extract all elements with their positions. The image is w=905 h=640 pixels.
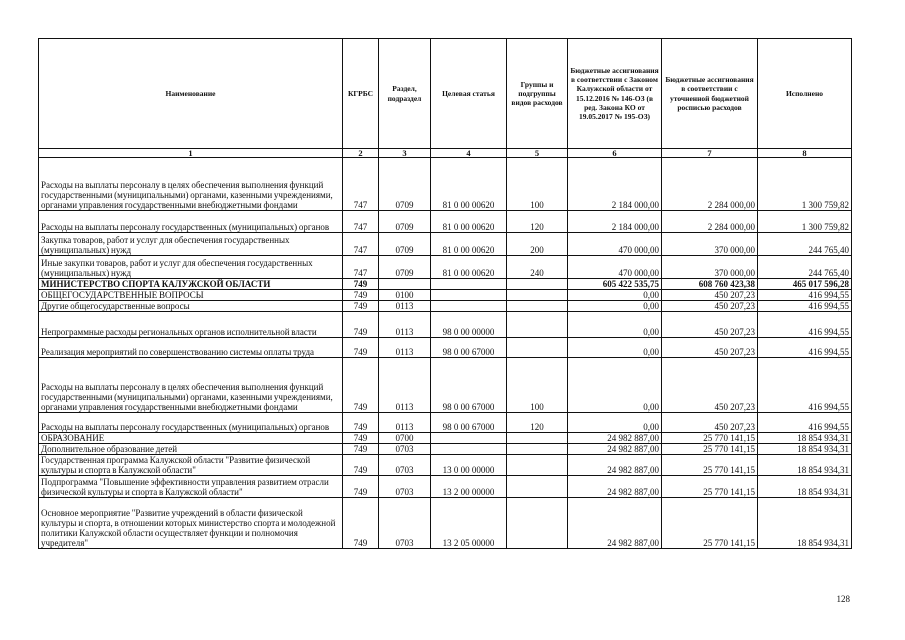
row-name: Закупка товаров, работ и услуг для обеспечения государственных (муниципальных) нужд [39, 233, 343, 256]
table-row [39, 338, 852, 358]
row-kgrbs: 749 [343, 476, 379, 498]
row-group: 120 [507, 211, 568, 233]
row-executed-amount: 18 854 934,31 [758, 444, 852, 455]
row-name: Другие общегосударственные вопросы [39, 301, 343, 312]
table-row [39, 301, 852, 312]
row-target [431, 279, 507, 290]
row-name: ОБРАЗОВАНИЕ [39, 433, 343, 444]
row-name: МИНИСТЕРСТВО СПОРТА КАЛУЖСКОЙ ОБЛАСТИ [39, 279, 343, 290]
row-kgrbs: 749 [343, 444, 379, 455]
row-kgrbs: 749 [343, 312, 379, 338]
row-section: 0709 [379, 158, 431, 211]
row-law-amount: 0,00 [568, 358, 662, 413]
row-kgrbs: 747 [343, 256, 379, 279]
header-law: Бюджетные ассигнования в соответствии с Законом Калужской области от 15.12.2016 № 146-ОЗ (в ред. Закона КО от 19.05.2017 № 195-ОЗ) [568, 39, 662, 149]
table-row [39, 158, 852, 211]
row-refined-amount: 450 207,23 [662, 413, 758, 433]
row-refined-amount: 2 284 000,00 [662, 158, 758, 211]
row-executed-amount: 18 854 934,31 [758, 476, 852, 498]
row-law-amount: 24 982 887,00 [568, 433, 662, 444]
table-row [39, 256, 852, 279]
table-row [39, 498, 852, 549]
row-target: 81 0 00 00620 [431, 256, 507, 279]
row-refined-amount: 450 207,23 [662, 312, 758, 338]
row-section: 0703 [379, 444, 431, 455]
table-row [39, 358, 852, 413]
row-refined-amount: 608 760 423,38 [662, 279, 758, 290]
column-number: 2 [343, 149, 379, 158]
row-name: Реализация мероприятий по совершенствованию системы оплаты труда [39, 338, 343, 358]
row-target: 81 0 00 00620 [431, 233, 507, 256]
row-section: 0703 [379, 455, 431, 476]
row-group [507, 498, 568, 549]
row-executed-amount: 416 994,55 [758, 338, 852, 358]
row-executed-amount: 416 994,55 [758, 358, 852, 413]
row-kgrbs: 749 [343, 498, 379, 549]
row-name: Основное мероприятие "Развитие учреждений в области физической культуры и спорта, в отношении которых министерство спорта и молодежной политики Калужской области осуществляет функции и полномочия учредителя" [39, 498, 343, 549]
row-section: 0709 [379, 211, 431, 233]
row-executed-amount: 1 300 759,82 [758, 158, 852, 211]
row-target [431, 290, 507, 301]
row-kgrbs: 749 [343, 290, 379, 301]
row-executed-amount: 416 994,55 [758, 301, 852, 312]
row-group: 200 [507, 233, 568, 256]
row-name: Дополнительное образование детей [39, 444, 343, 455]
row-section: 0113 [379, 301, 431, 312]
page-number: 128 [836, 594, 850, 604]
row-group: 240 [507, 256, 568, 279]
row-law-amount: 605 422 535,75 [568, 279, 662, 290]
header-executed: Исполнено [758, 39, 852, 149]
row-refined-amount: 370 000,00 [662, 256, 758, 279]
row-executed-amount: 465 017 596,28 [758, 279, 852, 290]
column-number: 7 [662, 149, 758, 158]
row-group [507, 338, 568, 358]
row-kgrbs: 749 [343, 413, 379, 433]
header-section: Раздел, подраздел [379, 39, 431, 149]
header-name: Наименование [39, 39, 343, 149]
row-section: 0700 [379, 433, 431, 444]
row-name: Непрограммные расходы региональных органов исполнительной власти [39, 312, 343, 338]
row-law-amount: 470 000,00 [568, 256, 662, 279]
row-section: 0113 [379, 312, 431, 338]
row-group [507, 301, 568, 312]
table-row [39, 455, 852, 476]
row-name: ОБЩЕГОСУДАРСТВЕННЫЕ ВОПРОСЫ [39, 290, 343, 301]
row-section: 0100 [379, 290, 431, 301]
row-group [507, 433, 568, 444]
row-refined-amount: 450 207,23 [662, 301, 758, 312]
row-target: 98 0 00 67000 [431, 338, 507, 358]
row-name: Государственная программа Калужской области "Развитие физической культуры и спорта в Калужской области" [39, 455, 343, 476]
row-law-amount: 0,00 [568, 338, 662, 358]
row-group: 120 [507, 413, 568, 433]
row-target [431, 433, 507, 444]
row-refined-amount: 25 770 141,15 [662, 476, 758, 498]
row-group [507, 279, 568, 290]
row-kgrbs: 749 [343, 279, 379, 290]
table-row [39, 312, 852, 338]
row-target: 98 0 00 00000 [431, 312, 507, 338]
row-refined-amount: 450 207,23 [662, 338, 758, 358]
row-target: 13 2 05 00000 [431, 498, 507, 549]
row-group [507, 476, 568, 498]
row-refined-amount: 370 000,00 [662, 233, 758, 256]
row-refined-amount: 450 207,23 [662, 358, 758, 413]
row-refined-amount: 25 770 141,15 [662, 498, 758, 549]
row-section: 0113 [379, 338, 431, 358]
row-name: Иные закупки товаров, работ и услуг для обеспечения государственных (муниципальных) нужд [39, 256, 343, 279]
row-law-amount: 0,00 [568, 413, 662, 433]
row-law-amount: 24 982 887,00 [568, 498, 662, 549]
row-law-amount: 0,00 [568, 301, 662, 312]
row-target: 13 2 00 00000 [431, 476, 507, 498]
row-kgrbs: 747 [343, 211, 379, 233]
row-section: 0703 [379, 476, 431, 498]
header-kgrbs: КГРБС [343, 39, 379, 149]
row-law-amount: 0,00 [568, 290, 662, 301]
column-number: 3 [379, 149, 431, 158]
table-row [39, 444, 852, 455]
row-group [507, 455, 568, 476]
row-section: 0703 [379, 498, 431, 549]
row-kgrbs: 749 [343, 338, 379, 358]
row-section [379, 279, 431, 290]
row-refined-amount: 25 770 141,15 [662, 433, 758, 444]
row-name: Расходы на выплаты персоналу государственных (муниципальных) органов [39, 211, 343, 233]
row-executed-amount: 416 994,55 [758, 290, 852, 301]
table-row [39, 290, 852, 301]
row-law-amount: 24 982 887,00 [568, 455, 662, 476]
column-number: 5 [507, 149, 568, 158]
row-refined-amount: 2 284 000,00 [662, 211, 758, 233]
header-groups: Группы и подгруппы видов расходов [507, 39, 568, 149]
header-refined: Бюджетные ассигнования в соответствии с уточненной бюджетной росписью расходов [662, 39, 758, 149]
column-number: 1 [39, 149, 343, 158]
table-row [39, 476, 852, 498]
table-body [39, 158, 852, 549]
row-law-amount: 470 000,00 [568, 233, 662, 256]
row-target [431, 301, 507, 312]
table-row [39, 279, 852, 290]
row-refined-amount: 450 207,23 [662, 290, 758, 301]
row-target: 13 0 00 00000 [431, 455, 507, 476]
budget-table [38, 38, 852, 549]
row-group [507, 444, 568, 455]
row-target [431, 444, 507, 455]
row-target: 81 0 00 00620 [431, 158, 507, 211]
row-section: 0709 [379, 233, 431, 256]
row-law-amount: 24 982 887,00 [568, 476, 662, 498]
row-group: 100 [507, 158, 568, 211]
row-refined-amount: 25 770 141,15 [662, 444, 758, 455]
row-target: 98 0 00 67000 [431, 358, 507, 413]
row-law-amount: 24 982 887,00 [568, 444, 662, 455]
row-law-amount: 2 184 000,00 [568, 158, 662, 211]
row-section: 0709 [379, 256, 431, 279]
row-kgrbs: 749 [343, 455, 379, 476]
row-group [507, 290, 568, 301]
table-header [39, 39, 852, 158]
row-section: 0113 [379, 358, 431, 413]
row-kgrbs: 749 [343, 433, 379, 444]
row-kgrbs: 749 [343, 358, 379, 413]
row-law-amount: 2 184 000,00 [568, 211, 662, 233]
row-refined-amount: 25 770 141,15 [662, 455, 758, 476]
row-name: Расходы на выплаты персоналу государственных (муниципальных) органов [39, 413, 343, 433]
row-executed-amount: 18 854 934,31 [758, 455, 852, 476]
row-name: Подпрограмма "Повышение эффективности управления развитием отрасли физической культуры и спорта в Калужской области" [39, 476, 343, 498]
row-section: 0113 [379, 413, 431, 433]
row-name: Расходы на выплаты персоналу в целях обеспечения выполнения функций государственными (муниципальными) органами, казенными учреждениями, органами управления государственными внебюджетными фондами [39, 158, 343, 211]
row-group [507, 312, 568, 338]
row-executed-amount: 416 994,55 [758, 312, 852, 338]
table-row [39, 433, 852, 444]
row-target: 81 0 00 00620 [431, 211, 507, 233]
row-kgrbs: 749 [343, 301, 379, 312]
row-executed-amount: 416 994,55 [758, 413, 852, 433]
row-executed-amount: 18 854 934,31 [758, 433, 852, 444]
table-row [39, 413, 852, 433]
row-target: 98 0 00 67000 [431, 413, 507, 433]
row-kgrbs: 747 [343, 233, 379, 256]
column-number: 8 [758, 149, 852, 158]
row-executed-amount: 244 765,40 [758, 256, 852, 279]
column-number: 4 [431, 149, 507, 158]
header-target: Целевая статья [431, 39, 507, 149]
row-executed-amount: 18 854 934,31 [758, 498, 852, 549]
row-kgrbs: 747 [343, 158, 379, 211]
row-group: 100 [507, 358, 568, 413]
table-row [39, 233, 852, 256]
row-law-amount: 0,00 [568, 312, 662, 338]
row-name: Расходы на выплаты персоналу в целях обеспечения выполнения функций государственными (муниципальными) органами, казенными учреждениями, органами управления государственными внебюджетными фондами [39, 358, 343, 413]
row-executed-amount: 244 765,40 [758, 233, 852, 256]
row-executed-amount: 1 300 759,82 [758, 211, 852, 233]
column-number: 6 [568, 149, 662, 158]
table-row [39, 211, 852, 233]
